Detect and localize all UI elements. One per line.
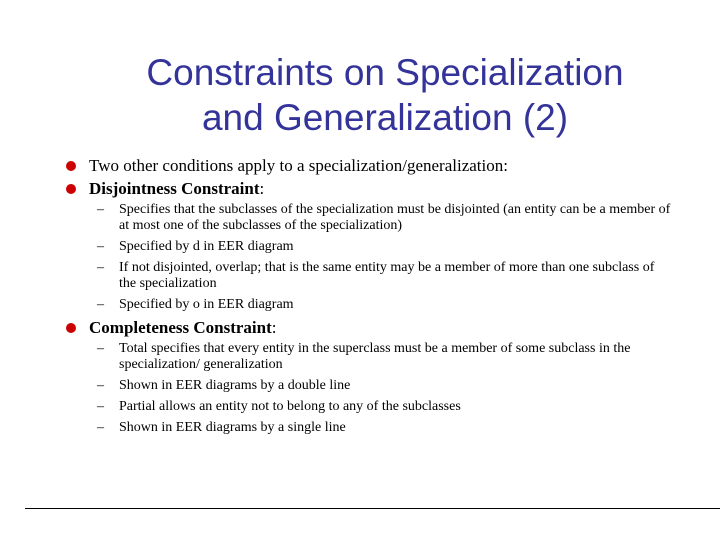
sub-bullet-item xyxy=(64,378,674,394)
dash-icon: – xyxy=(97,239,104,254)
sub-bullet-text: Partial allows an entity not to belong to any of the subclasses xyxy=(119,399,461,414)
sub-bullet-item xyxy=(64,420,674,436)
sub-bullet-text: Total specifies that every entity in the superclass must be a member of some subclass in the specialization/ generalization xyxy=(119,341,631,372)
dash-icon: – xyxy=(97,341,104,356)
sub-bullet-text: Shown in EER diagrams by a single line xyxy=(119,420,346,435)
bullet-label-suffix: : xyxy=(259,179,265,198)
bullet-item xyxy=(64,318,674,338)
title-line-1: Constraints on Specialization xyxy=(146,52,624,93)
footer-divider xyxy=(25,508,720,509)
bullet-icon xyxy=(66,161,76,171)
dash-icon: – xyxy=(97,297,104,312)
sub-bullet-item xyxy=(64,260,674,292)
sub-bullet-item xyxy=(64,297,674,313)
sub-bullet-item xyxy=(64,202,674,234)
bullet-icon xyxy=(66,323,76,333)
bullet-item xyxy=(64,179,674,199)
bullet-icon xyxy=(66,184,76,194)
title-line-2: and Generalization (2) xyxy=(201,97,569,138)
sub-bullet-text: Specified by o in EER diagram xyxy=(119,297,294,312)
dash-icon: – xyxy=(97,202,104,217)
sub-bullet-text: Specified by d in EER diagram xyxy=(119,239,294,254)
bullet-label: Disjointness Constraint xyxy=(89,179,260,198)
dash-icon: – xyxy=(97,260,104,275)
bullet-label-suffix: : xyxy=(271,318,277,337)
slide-body xyxy=(64,156,674,441)
dash-icon: – xyxy=(97,399,104,414)
sub-bullet-item xyxy=(64,399,674,415)
dash-icon: – xyxy=(97,378,104,393)
sub-list-disjointness xyxy=(64,202,674,313)
sub-bullet-text: Shown in EER diagrams by a double line xyxy=(119,378,351,393)
sub-bullet-text: If not disjointed, overlap; that is the same entity may be a member of more than one subclass of the specialization xyxy=(119,260,655,291)
bullet-item xyxy=(64,156,674,176)
slide-title xyxy=(70,50,700,140)
sub-bullet-item xyxy=(64,239,674,255)
bullet-text: Two other conditions apply to a specialization/generalization: xyxy=(89,156,508,175)
sub-bullet-text: Specifies that the subclasses of the specialization must be disjointed (an entity can be a member of at most one of the subclasses of the specialization) xyxy=(119,202,671,233)
dash-icon: – xyxy=(97,420,104,435)
sub-bullet-item xyxy=(64,341,674,373)
bullet-label: Completeness Constraint xyxy=(89,318,272,337)
sub-list-completeness xyxy=(64,341,674,436)
